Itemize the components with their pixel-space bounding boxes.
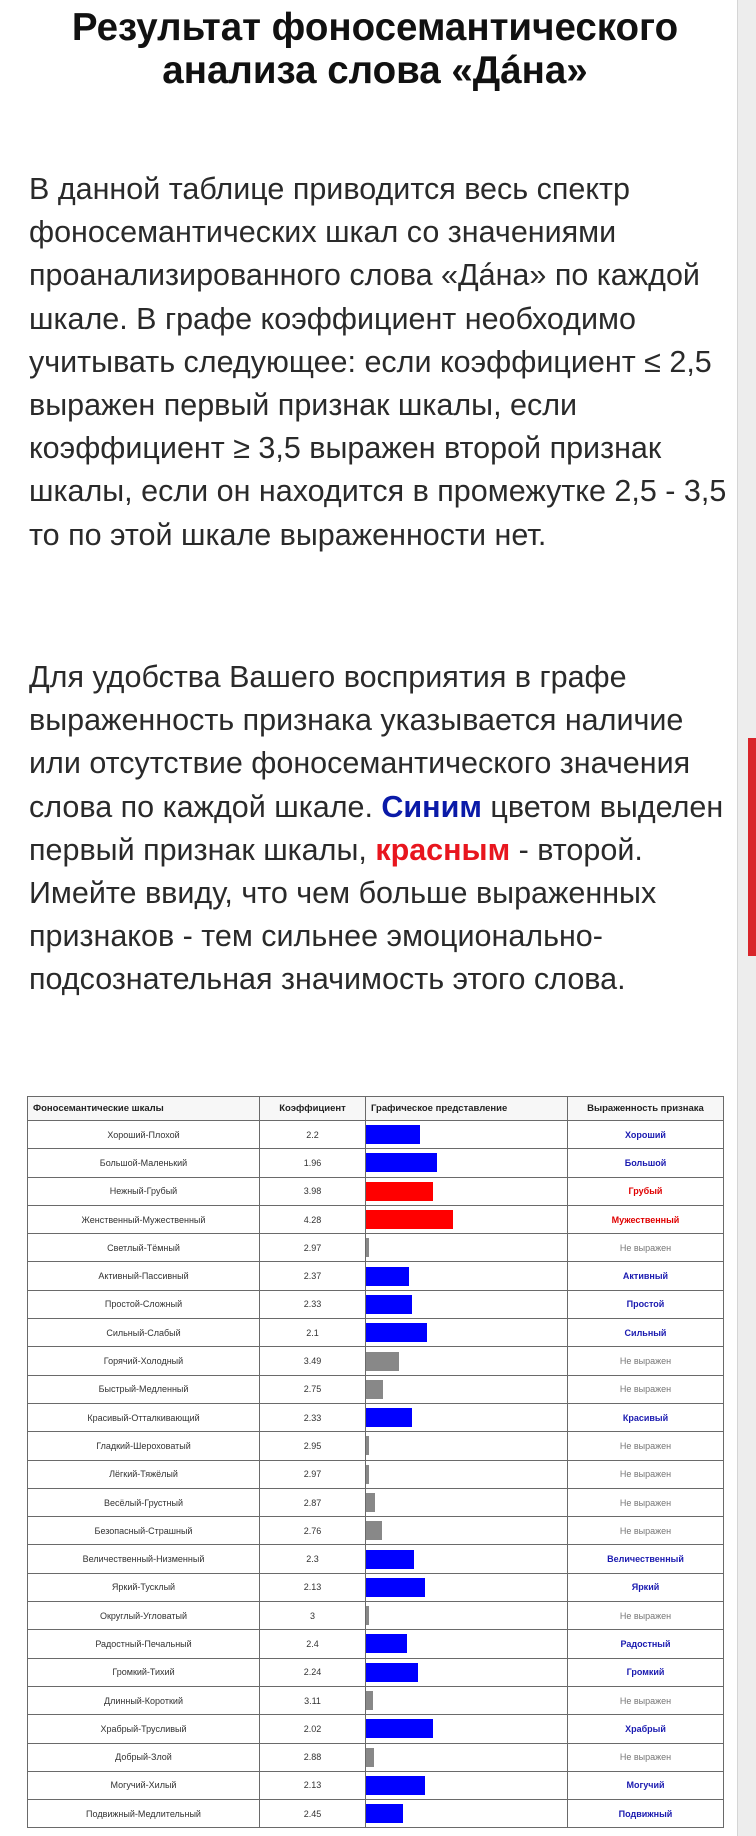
- expression-cell: Красивый: [568, 1403, 724, 1431]
- coefficient-bar: [366, 1691, 373, 1710]
- coefficient-bar: [366, 1125, 420, 1144]
- graph-cell: [366, 1149, 568, 1177]
- coefficient-cell: 2.45: [260, 1800, 366, 1828]
- scale-name-cell: Хороший-Плохой: [28, 1121, 260, 1149]
- scale-name-cell: Безопасный-Страшный: [28, 1517, 260, 1545]
- table-row: [28, 1403, 724, 1431]
- expression-cell: Большой: [568, 1149, 724, 1177]
- table-row: [28, 1375, 724, 1403]
- legend-blue-word: Синим: [381, 789, 482, 824]
- graph-cell: [366, 1658, 568, 1686]
- table-row: [28, 1715, 724, 1743]
- scale-name-cell: Быстрый-Медленный: [28, 1375, 260, 1403]
- expression-cell: Не выражен: [568, 1347, 724, 1375]
- phonosemantic-table: [27, 1096, 724, 1828]
- table-row: [28, 1517, 724, 1545]
- graph-cell: [366, 1319, 568, 1347]
- graph-cell: [366, 1205, 568, 1233]
- coefficient-cell: 2.13: [260, 1573, 366, 1601]
- table-row: [28, 1432, 724, 1460]
- graph-cell: [366, 1800, 568, 1828]
- coefficient-cell: 2.88: [260, 1743, 366, 1771]
- expression-cell: Не выражен: [568, 1460, 724, 1488]
- coefficient-cell: 2.2: [260, 1121, 366, 1149]
- coefficient-cell: 2.33: [260, 1403, 366, 1431]
- graph-cell: [366, 1432, 568, 1460]
- coefficient-cell: 3.98: [260, 1177, 366, 1205]
- scale-name-cell: Храбрый-Трусливый: [28, 1715, 260, 1743]
- header-expression: Выраженность признака: [568, 1097, 724, 1121]
- table-row: [28, 1545, 724, 1573]
- scale-name-cell: Подвижный-Медлительный: [28, 1800, 260, 1828]
- scale-name-cell: Яркий-Тусклый: [28, 1573, 260, 1601]
- scale-name-cell: Красивый-Отталкивающий: [28, 1403, 260, 1431]
- intro-paragraph: В данной таблице приводится весь спектр фоносемантических шкал со значениями проанализированного слова «Дáна» по каждой шкале. В графе коэффициент необходимо учитывать следующее: если коэффициент ≤ 2,5 выражен первый признак шкалы, если коэффициент ≥ 3,5 выражен второй признак шкалы, если он находится в промежутке 2,5 - 3,5 то по этой шкале выраженности нет.: [29, 172, 727, 552]
- expression-cell: Величественный: [568, 1545, 724, 1573]
- coefficient-cell: 2.4: [260, 1630, 366, 1658]
- coefficient-bar: [366, 1493, 375, 1512]
- coefficient-cell: 2.97: [260, 1460, 366, 1488]
- coefficient-cell: 1.96: [260, 1149, 366, 1177]
- table-row: [28, 1686, 724, 1714]
- table-row: [28, 1800, 724, 1828]
- expression-cell: Грубый: [568, 1177, 724, 1205]
- coefficient-bar: [366, 1606, 369, 1625]
- legend-text-part3: - второй. Имейте ввиду, что чем больше выраженных признаков - тем сильнее эмоционально-подсознательная значимость этого слова.: [29, 832, 657, 997]
- coefficient-bar: [366, 1578, 425, 1597]
- expression-cell: Не выражен: [568, 1432, 724, 1460]
- coefficient-bar: [366, 1153, 437, 1172]
- legend-paragraph: [29, 656, 729, 1002]
- graph-cell: [366, 1347, 568, 1375]
- coefficient-bar: [366, 1267, 409, 1286]
- scale-name-cell: Простой-Сложный: [28, 1290, 260, 1318]
- graph-cell: [366, 1545, 568, 1573]
- coefficient-bar: [366, 1436, 369, 1455]
- coefficient-cell: 2.1: [260, 1319, 366, 1347]
- expression-cell: Не выражен: [568, 1375, 724, 1403]
- graph-cell: [366, 1460, 568, 1488]
- coefficient-bar: [366, 1719, 433, 1738]
- coefficient-bar: [366, 1776, 425, 1795]
- table-header-row: [28, 1097, 724, 1121]
- graph-cell: [366, 1602, 568, 1630]
- coefficient-cell: 2.33: [260, 1290, 366, 1318]
- coefficient-bar: [366, 1550, 414, 1569]
- table-row: [28, 1205, 724, 1233]
- legend-text-part2: цветом выделен первый признак шкалы,: [29, 789, 724, 867]
- table-row: [28, 1602, 724, 1630]
- scale-name-cell: Добрый-Злой: [28, 1743, 260, 1771]
- table-row: [28, 1121, 724, 1149]
- expression-cell: Не выражен: [568, 1602, 724, 1630]
- coefficient-bar: [366, 1210, 453, 1229]
- coefficient-bar: [366, 1352, 399, 1371]
- graph-cell: [366, 1177, 568, 1205]
- coefficient-cell: 4.28: [260, 1205, 366, 1233]
- legend-text-part1: Для удобства Вашего восприятия в графе выраженность признака указывается наличие или отсутствие фоносемантического значения слова по каждой шкале.: [29, 660, 691, 824]
- table-row: [28, 1262, 724, 1290]
- coefficient-bar: [366, 1323, 427, 1342]
- graph-cell: [366, 1290, 568, 1318]
- coefficient-cell: 2.37: [260, 1262, 366, 1290]
- coefficient-bar: [366, 1238, 369, 1257]
- legend-red-word: красным: [375, 832, 511, 867]
- expression-cell: Не выражен: [568, 1686, 724, 1714]
- coefficient-bar: [366, 1295, 412, 1314]
- expression-cell: Радостный: [568, 1630, 724, 1658]
- coefficient-bar: [366, 1748, 374, 1767]
- graph-cell: [366, 1488, 568, 1516]
- coefficient-bar: [366, 1804, 403, 1823]
- coefficient-cell: 2.75: [260, 1375, 366, 1403]
- graph-cell: [366, 1743, 568, 1771]
- coefficient-bar: [366, 1663, 418, 1682]
- scale-name-cell: Радостный-Печальный: [28, 1630, 260, 1658]
- coefficient-bar: [366, 1521, 382, 1540]
- graph-cell: [366, 1517, 568, 1545]
- coefficient-cell: 2.97: [260, 1234, 366, 1262]
- coefficient-cell: 3.49: [260, 1347, 366, 1375]
- table-row: [28, 1149, 724, 1177]
- expression-cell: Яркий: [568, 1573, 724, 1601]
- header-graph: Графическое представление: [366, 1097, 568, 1121]
- scale-name-cell: Величественный-Низменный: [28, 1545, 260, 1573]
- graph-cell: [366, 1262, 568, 1290]
- expression-cell: Простой: [568, 1290, 724, 1318]
- expression-cell: Громкий: [568, 1658, 724, 1686]
- coefficient-bar: [366, 1465, 369, 1484]
- coefficient-cell: 2.95: [260, 1432, 366, 1460]
- table-row: [28, 1347, 724, 1375]
- scale-name-cell: Могучий-Хилый: [28, 1771, 260, 1799]
- table-row: [28, 1658, 724, 1686]
- graph-cell: [366, 1686, 568, 1714]
- coefficient-cell: 2.02: [260, 1715, 366, 1743]
- header-coefficient: Коэффициент: [260, 1097, 366, 1121]
- scale-name-cell: Весёлый-Грустный: [28, 1488, 260, 1516]
- coefficient-bar: [366, 1380, 383, 1399]
- edge-tab-handle[interactable]: [748, 738, 756, 956]
- scale-name-cell: Активный-Пассивный: [28, 1262, 260, 1290]
- table-row: [28, 1177, 724, 1205]
- scale-name-cell: Большой-Маленький: [28, 1149, 260, 1177]
- expression-cell: Не выражен: [568, 1743, 724, 1771]
- coefficient-cell: 2.24: [260, 1658, 366, 1686]
- table-row: [28, 1234, 724, 1262]
- scale-name-cell: Длинный-Короткий: [28, 1686, 260, 1714]
- coefficient-bar: [366, 1408, 412, 1427]
- graph-cell: [366, 1121, 568, 1149]
- header-scales: Фоносемантические шкалы: [28, 1097, 260, 1121]
- graph-cell: [366, 1630, 568, 1658]
- scale-name-cell: Громкий-Тихий: [28, 1658, 260, 1686]
- graph-cell: [366, 1771, 568, 1799]
- coefficient-cell: 3: [260, 1602, 366, 1630]
- table-row: [28, 1630, 724, 1658]
- coefficient-bar: [366, 1634, 407, 1653]
- graph-cell: [366, 1375, 568, 1403]
- coefficient-cell: 2.87: [260, 1488, 366, 1516]
- expression-cell: Не выражен: [568, 1234, 724, 1262]
- table-row: [28, 1488, 724, 1516]
- expression-cell: Храбрый: [568, 1715, 724, 1743]
- expression-cell: Не выражен: [568, 1488, 724, 1516]
- expression-cell: Не выражен: [568, 1517, 724, 1545]
- scale-name-cell: Женственный-Мужественный: [28, 1205, 260, 1233]
- page-title: Результат фоносемантического анализа слова «Дáна»: [71, 6, 679, 92]
- table-row: [28, 1290, 724, 1318]
- coefficient-cell: 2.76: [260, 1517, 366, 1545]
- expression-cell: Подвижный: [568, 1800, 724, 1828]
- coefficient-cell: 2.3: [260, 1545, 366, 1573]
- scale-name-cell: Лёгкий-Тяжёлый: [28, 1460, 260, 1488]
- scale-name-cell: Гладкий-Шероховатый: [28, 1432, 260, 1460]
- scale-name-cell: Горячий-Холодный: [28, 1347, 260, 1375]
- coefficient-bar: [366, 1182, 433, 1201]
- expression-cell: Могучий: [568, 1771, 724, 1799]
- scale-name-cell: Нежный-Грубый: [28, 1177, 260, 1205]
- expression-cell: Мужественный: [568, 1205, 724, 1233]
- table-row: [28, 1573, 724, 1601]
- graph-cell: [366, 1403, 568, 1431]
- coefficient-cell: 3.11: [260, 1686, 366, 1714]
- graph-cell: [366, 1573, 568, 1601]
- graph-cell: [366, 1234, 568, 1262]
- table-row: [28, 1460, 724, 1488]
- scale-name-cell: Сильный-Слабый: [28, 1319, 260, 1347]
- expression-cell: Хороший: [568, 1121, 724, 1149]
- expression-cell: Сильный: [568, 1319, 724, 1347]
- expression-cell: Активный: [568, 1262, 724, 1290]
- table-row: [28, 1319, 724, 1347]
- table-row: [28, 1743, 724, 1771]
- scale-name-cell: Округлый-Угловатый: [28, 1602, 260, 1630]
- graph-cell: [366, 1715, 568, 1743]
- scale-name-cell: Светлый-Тёмный: [28, 1234, 260, 1262]
- coefficient-cell: 2.13: [260, 1771, 366, 1799]
- table-row: [28, 1771, 724, 1799]
